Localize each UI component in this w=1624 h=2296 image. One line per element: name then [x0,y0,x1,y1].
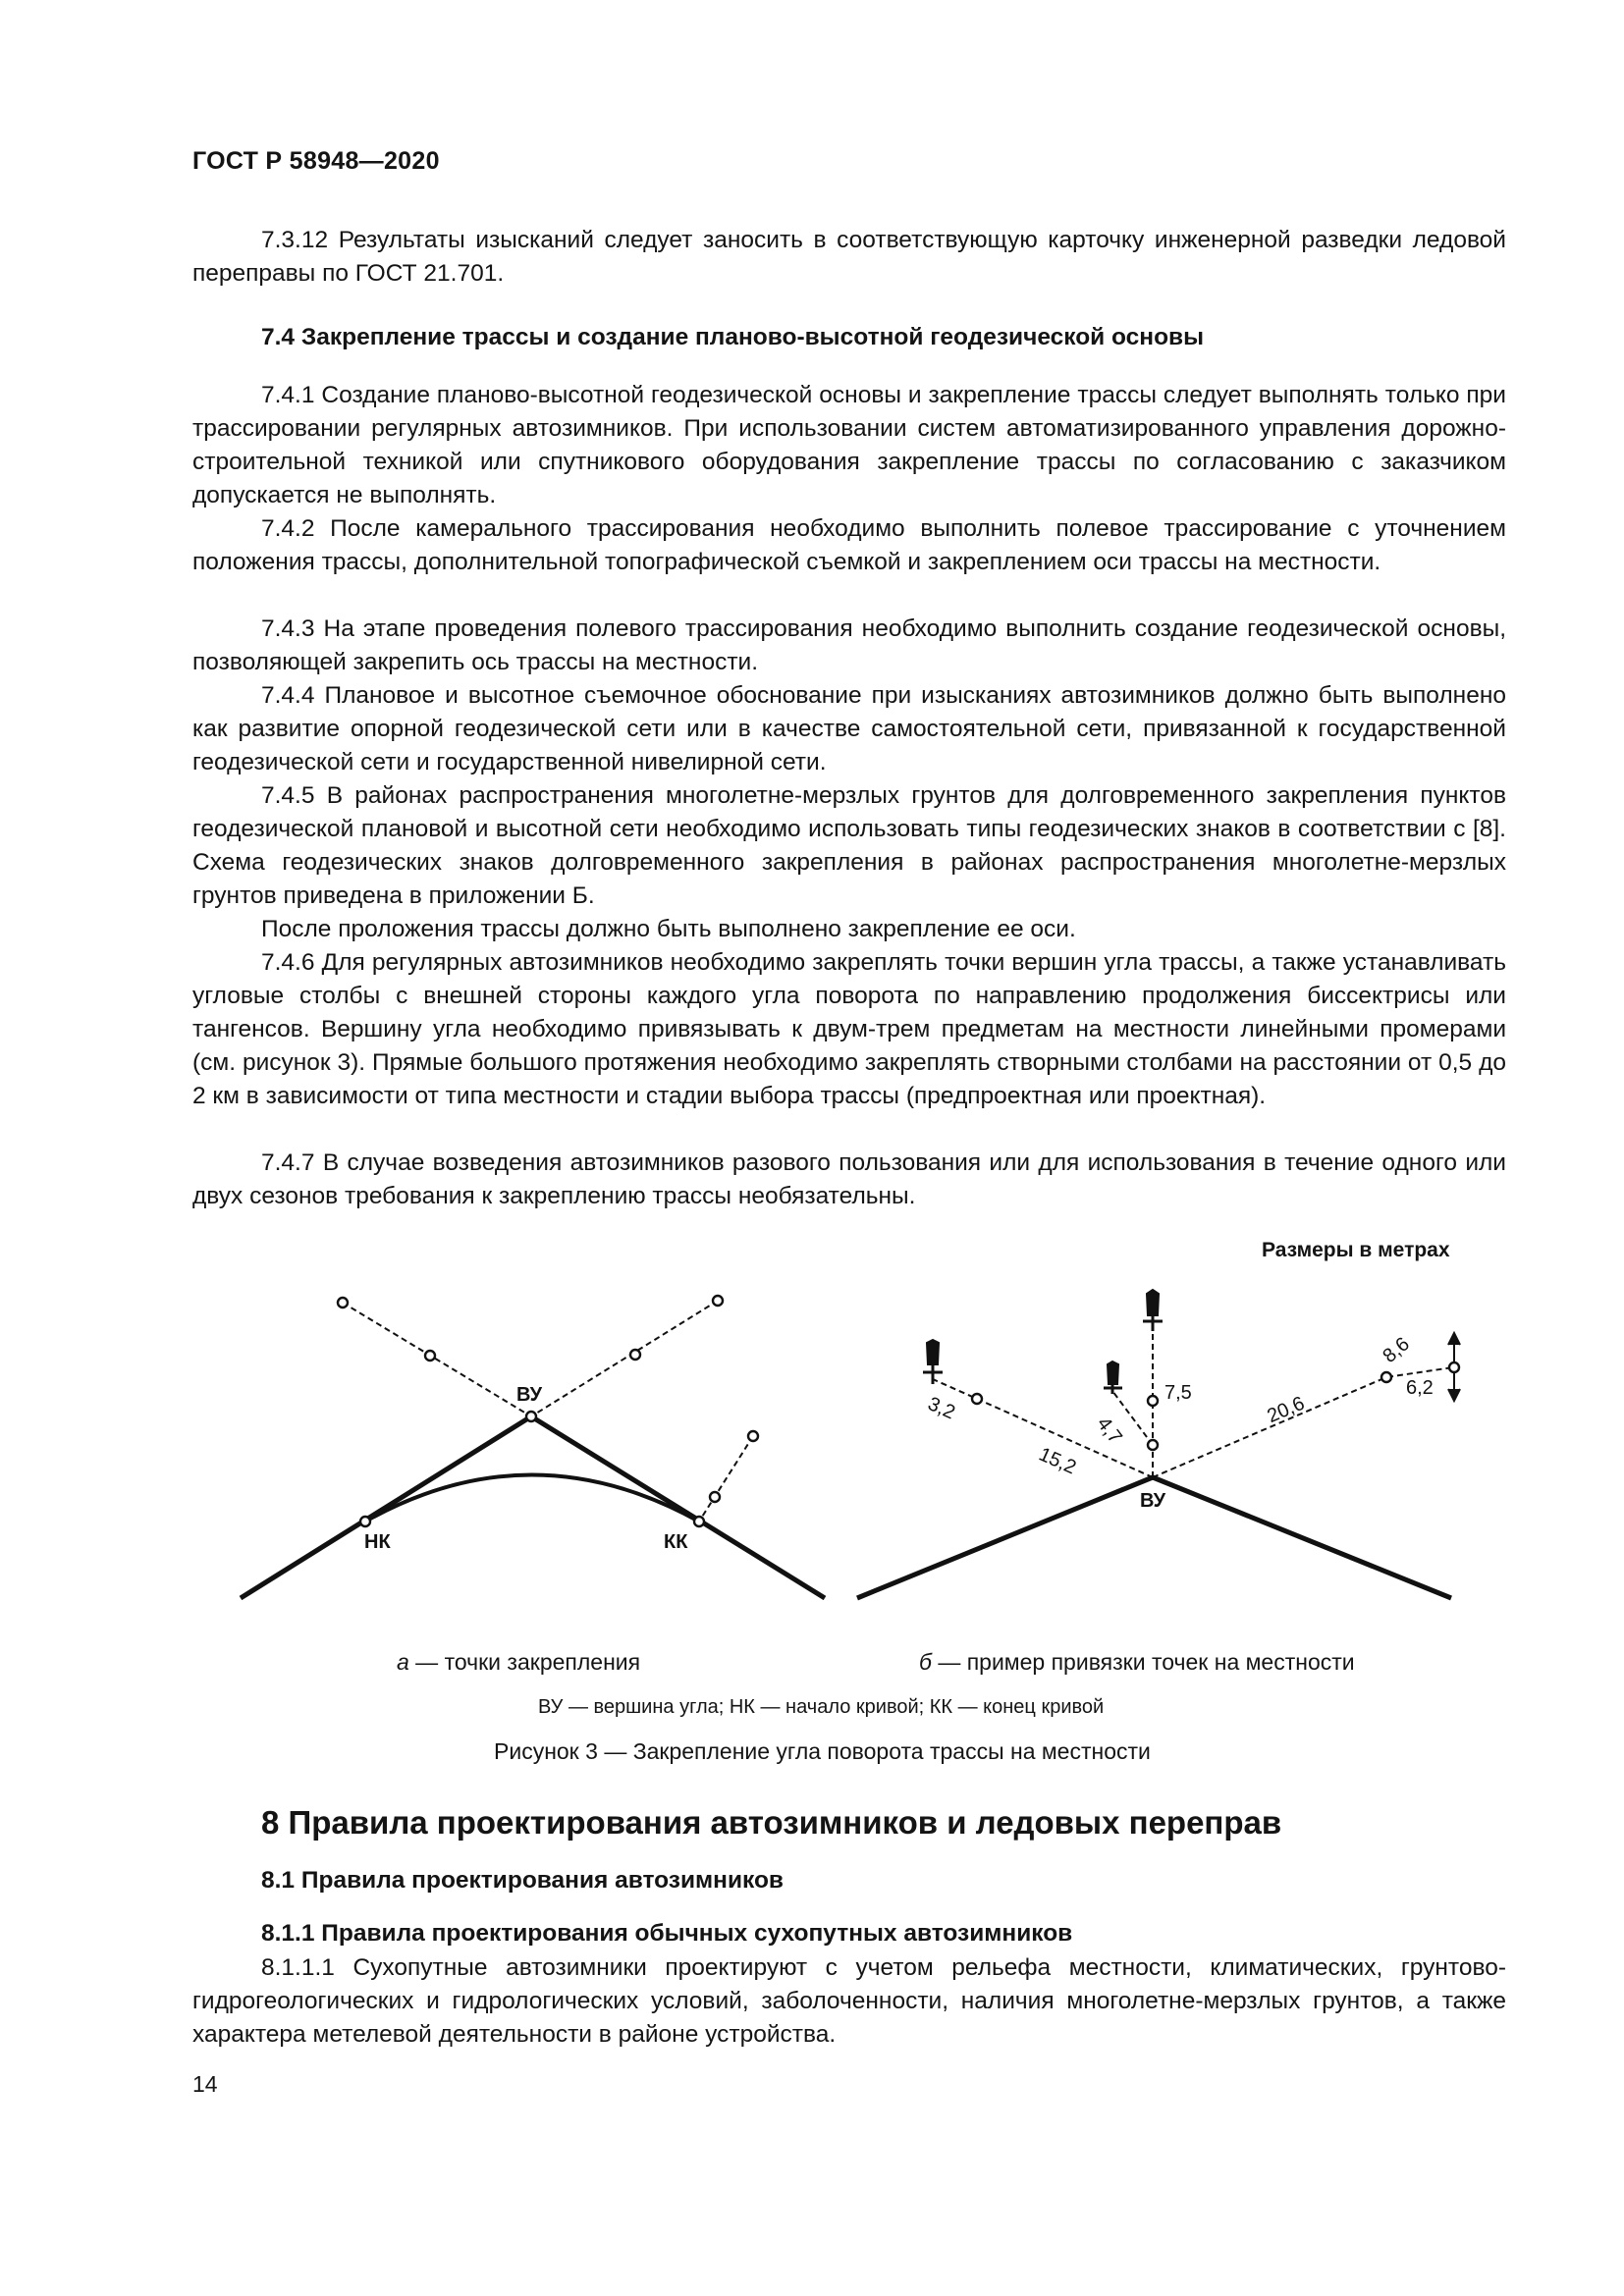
document-header: ГОСТ Р 58948—2020 [192,147,440,175]
anchor-point [630,1350,640,1360]
figure-units-note: Размеры в метрах [1262,1239,1450,1261]
paragraph-7-4-1: 7.4.1 Создание планово-высотной геодезической основы и закрепление трассы следует выполнять только при трассировании регулярных автозимников. При использовании систем автоматизированного управления дорожно-строительной техникой или спутникового оборудования закрепление трассы по согласованию с заказчиком допускается не выполнять. [192,382,1506,508]
anchor-point [425,1351,435,1361]
curve-arc [365,1475,699,1522]
figure-legend: ВУ — вершина угла; НК — начало кривой; КК — конец кривой [538,1696,1105,1718]
arrow-head-down [1448,1389,1460,1401]
dimension-20-6: 20,6 [1264,1392,1308,1428]
dimension-3-2: 3,2 [924,1393,958,1424]
label-vu-b: ВУ [1140,1490,1166,1512]
diagram-b-binding-example [857,1325,1460,1598]
dimension-8-6: 8,6 [1379,1333,1414,1367]
paragraph-7-4-4: 7.4.4 Плановое и высотное съемочное обоснование при изысканиях автозимников должно быть выполнено как развитие опорной геодезической сети или в качестве самостоятельной сети, привязанной к государственной геодезической сети и государственной нивелирной сети. [192,682,1506,775]
paragraph-7-4-6: 7.4.6 Для регулярных автозимников необходимо закреплять точки вершин угла трассы, а также устанавливать угловые столбы с внешней стороны каждого угла поворота по направлению продолжения биссектрисы или тангенсов. Вершину угла необходимо привязывать к двум-трем предметам на местности линейными промерами (см. рисунок 3). Прямые большого протяжения необходимо закреплять створными столбами на расстоянии от 0,5 до 2 км в зависимости от типа местности и стадии выбора трассы (предпроектная или проектная). [192,949,1506,1109]
dimension-4-7: 4,7 [1092,1413,1126,1449]
anchor-point [748,1431,758,1441]
dashed-line-right [531,1301,718,1416]
caption-b [919,1649,1355,1676]
vertex-point [526,1412,536,1421]
anchor-point [1148,1440,1158,1450]
caption-a [397,1649,640,1676]
dimension-6-2: 6,2 [1406,1377,1434,1399]
label-kk: КК [664,1531,688,1553]
paragraph-7-3-12: 7.3.12 Результаты изысканий следует заносить в соответствующую карточку инженерной разведки ледовой переправы по ГОСТ 21.701. [192,227,1506,287]
caption-a-letter: а [397,1649,409,1675]
anchor-point [972,1394,982,1404]
paragraph-7-4-3: 7.4.3 На этапе проведения полевого трассирования необходимо выполнить создание геодезической основы, позволяющей закрепить ось трассы на местности. [192,615,1506,675]
route-line-right [1153,1477,1451,1598]
curve-start-point [360,1517,370,1526]
paragraph-8-1-1-1: 8.1.1.1 Сухопутные автозимники проектируют с учетом рельефа местности, климатических, грунтово-гидрогеологических и гидрологических условий, заболоченности, наличия многолетне-мерзлых грунтов, а также характера метелевой деятельности в районе устройства. [192,1954,1506,2048]
tangent-line-right [531,1416,825,1598]
diagram-a-anchor-points [241,1296,825,1598]
marker-icon-middle [1104,1362,1122,1394]
subsection-heading-8-1-1: 8.1.1 Правила проектирования обычных сухопутных автозимников [261,1920,1073,1947]
page-number: 14 [192,2071,218,2097]
marker-icon-top [1143,1290,1163,1331]
tangent-line-left [241,1416,531,1598]
paragraph-7-4-5-continued: После проложения трассы должно быть выполнено закрепление ее оси. [261,916,1076,942]
survey-marker-icons [923,1290,1163,1394]
paragraph-7-4-7: 7.4.7 В случае возведения автозимников разового пользования или для использования в течение одного или двух сезонов требования к закреплению трассы необязательны. [192,1149,1506,1209]
marker-icon-left [923,1340,943,1384]
dimension-15-2: 15,2 [1035,1443,1080,1479]
label-nk: НК [364,1531,391,1553]
anchor-point [1449,1362,1459,1372]
dashed-line-left [343,1303,531,1416]
figure-title: Рисунок 3 — Закрепление угла поворота трассы на местности [494,1738,1151,1764]
paragraph-7-4-2: 7.4.2 После камерального трассирования необходимо выполнить полевое трассирование с уточнением положения трассы, дополнительной топографической съемкой и закреплением оси трассы на местности. [192,515,1506,575]
anchor-point [1148,1396,1158,1406]
subsection-heading-7-4: 7.4 Закрепление трассы и создание планово-высотной геодезической основы [261,324,1205,350]
paragraph-7-4-5: 7.4.5 В районах распространения многолетне-мерзлых грунтов для долговременного закрепления пунктов геодезической плановой и высотной сети необходимо использовать типы геодезических знаков в соответствии с [8]. Схема геодезических знаков долговременного закрепления в районах распространения многолетне-мерзлых грунтов приведена в приложении Б. [192,782,1506,909]
anchor-point [713,1296,723,1306]
anchor-point [338,1298,348,1308]
dimension-7-5: 7,5 [1164,1382,1192,1404]
section-8-heading: 8 Правила проектирования автозимников и ледовых переправ [261,1804,1282,1841]
caption-b-letter: б [919,1649,932,1675]
label-vu-a: ВУ [516,1384,543,1406]
caption-b-text: — пример привязки точек на местности [931,1649,1355,1675]
figure-3-diagram [0,1227,1624,1698]
subsection-heading-8-1: 8.1 Правила проектирования автозимников [261,1867,784,1894]
caption-a-text: — точки закрепления [408,1649,641,1675]
dashed-line-kk [699,1436,753,1522]
anchor-point [1381,1372,1391,1382]
route-line-left [857,1477,1153,1598]
arrow-head-up [1448,1333,1460,1345]
anchor-point [710,1492,720,1502]
curve-end-point [694,1517,704,1526]
